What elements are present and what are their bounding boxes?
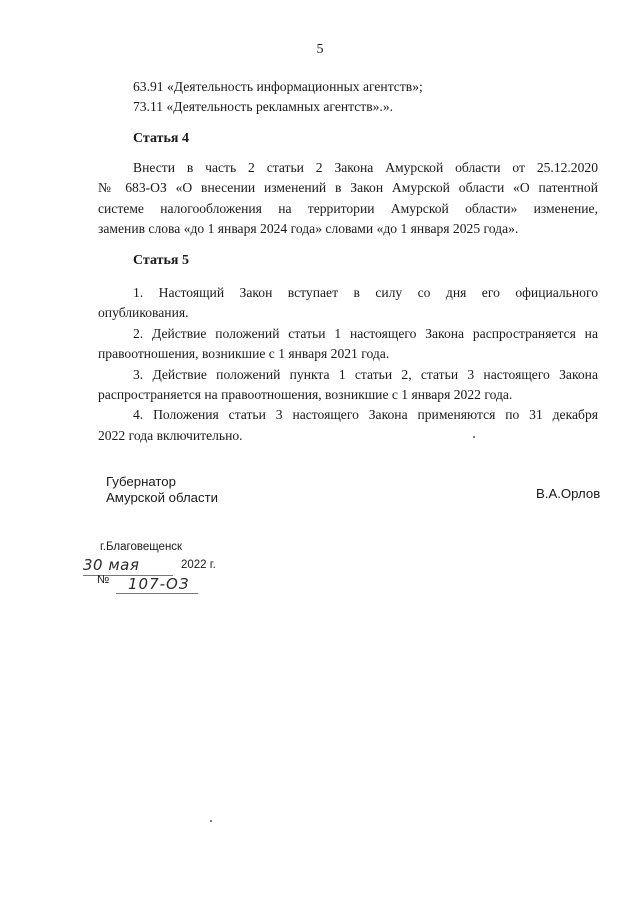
signatory-title: Губернатор xyxy=(106,474,176,489)
okved-line-73-11: 73.11 «Деятельность рекламных агентств».». xyxy=(133,99,394,114)
handwritten-law-number: 107-ОЗ xyxy=(128,575,190,593)
signatory-region: Амурской области xyxy=(106,490,218,505)
article-4-heading: Статья 4 xyxy=(133,131,189,146)
article-4-line: Внести в часть 2 статьи 2 Закона Амурской области от 25.12.2020 xyxy=(133,160,598,175)
article-5-item-2: 2. Действие положений статьи 1 настоящего Закона распространяется на xyxy=(133,325,598,341)
scan-speck xyxy=(210,820,212,822)
page-number: 5 xyxy=(316,42,324,57)
year-label: 2022 г. xyxy=(181,559,216,571)
scan-speck xyxy=(473,436,475,438)
okved-line-63-91: 63.91 «Деятельность информационных агентств»; xyxy=(133,79,423,94)
article-4-text xyxy=(98,158,598,240)
article-5-item-3: 3. Действие положений пункта 1 статьи 2, статьи 3 настоящего Закона xyxy=(133,366,598,382)
article-5-item-4-cont: 2022 года включительно. xyxy=(98,427,243,443)
article-4-line: заменив слова «до 1 января 2024 года» словами «до 1 января 2025 года». xyxy=(98,221,519,237)
article-4-line: № 683-ОЗ «О внесении изменений в Закон Амурской области «О патентной xyxy=(98,180,598,196)
article-4-line: системе налогообложения на территории Амурской области» изменение, xyxy=(98,200,598,216)
article-5-item-3-cont: распространяется на правоотношения, возникшие с 1 января 2022 года. xyxy=(98,387,513,403)
article-5-item-1: 1. Настоящий Закон вступает в силу со дня его официального xyxy=(133,285,598,300)
handwritten-date: 30 мая xyxy=(83,556,140,574)
signatory-name: В.А.Орлов xyxy=(536,486,601,501)
article-5-item-4: 4. Положения статьи 3 настоящего Закона применяются по 31 декабря xyxy=(133,407,598,423)
number-sign: № xyxy=(97,574,110,586)
article-5-item-2-cont: правоотношения, возникшие с 1 января 2021 года. xyxy=(98,346,390,362)
article-5-heading: Статья 5 xyxy=(133,253,189,268)
article-5-text xyxy=(98,283,598,446)
article-5-item-1-cont: опубликования. xyxy=(98,305,189,321)
number-underline xyxy=(116,593,198,594)
signatory-position xyxy=(106,474,218,506)
city-label: г.Благовещенск xyxy=(100,541,183,553)
